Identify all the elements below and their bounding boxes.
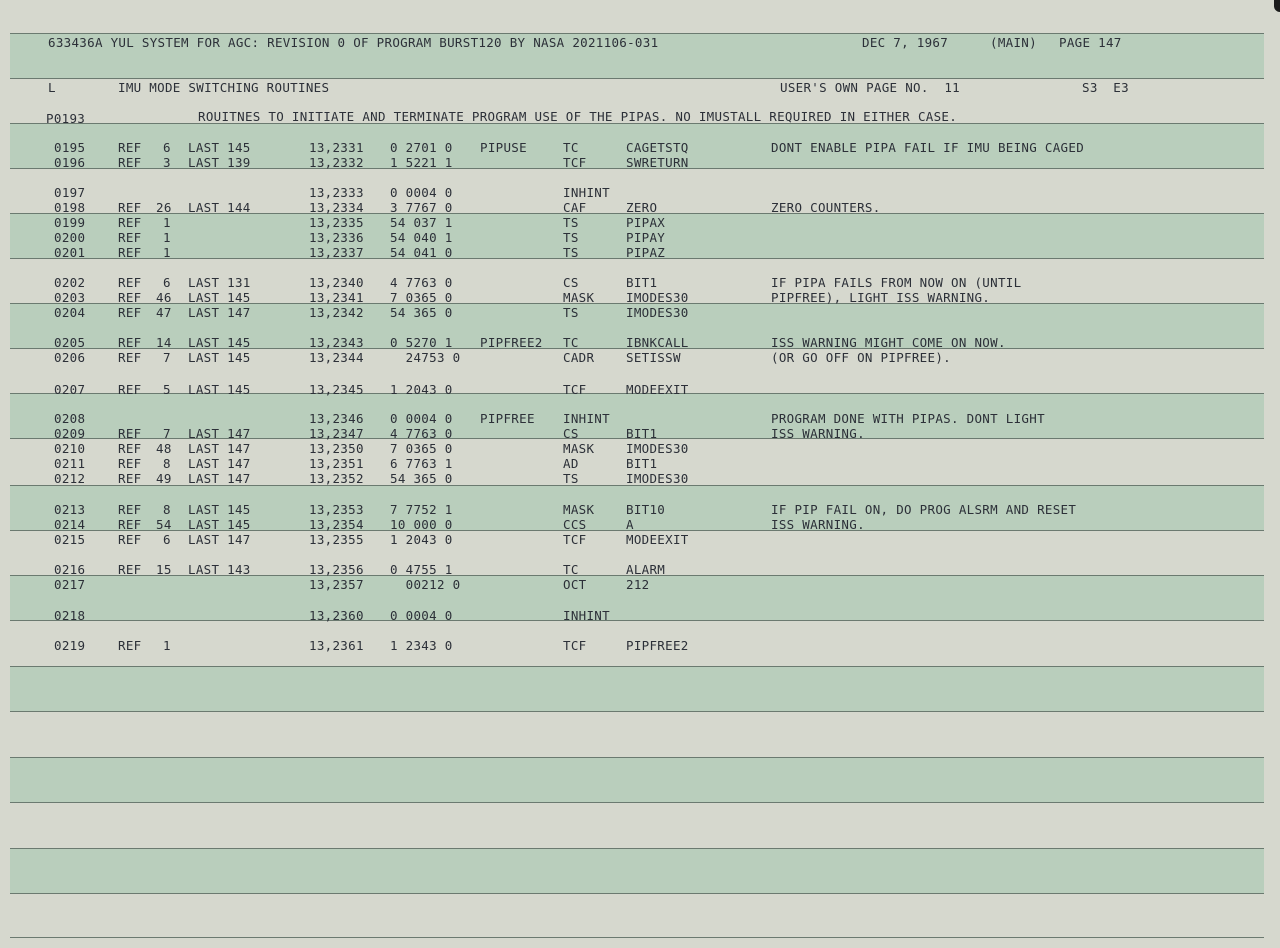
listing-operand: BIT1	[626, 426, 658, 441]
listing-line-number: 0213	[54, 502, 86, 517]
listing-comment: ISS WARNING MIGHT COME ON NOW.	[771, 335, 1006, 350]
listing-last-ref: LAST 145	[188, 517, 251, 532]
listing-operand: BIT1	[626, 456, 658, 471]
band-rule	[10, 711, 1264, 712]
listing-ref-marker: REF	[118, 638, 142, 653]
listing-ref-count: 54	[156, 517, 172, 532]
listing-line-number: 0210	[54, 441, 86, 456]
listing-opcode: TCF	[563, 638, 587, 653]
listing-ref-marker: REF	[118, 335, 142, 350]
listing-line-number: 0217	[54, 577, 86, 592]
listing-octal-word: 1 2043 0	[390, 382, 453, 397]
listing-last-ref: LAST 145	[188, 335, 251, 350]
listing-opcode: AD	[563, 456, 579, 471]
listing-operand: ZERO	[626, 200, 658, 215]
listing-ref-marker: REF	[118, 502, 142, 517]
listing-ref-count: 49	[156, 471, 172, 486]
listing-octal-word: 3 7767 0	[390, 200, 453, 215]
listing-octal-word: 6 7763 1	[390, 456, 453, 471]
listing-ref-marker: REF	[118, 155, 142, 170]
listing-opcode: MASK	[563, 502, 595, 517]
listing-ref-count: 5	[163, 382, 171, 397]
band-rule	[10, 802, 1264, 803]
listing-ref-count: 8	[163, 456, 171, 471]
listing-opcode: CCS	[563, 517, 587, 532]
listing-ref-marker: REF	[118, 290, 142, 305]
listing-address: 13,2342	[309, 305, 364, 320]
listing-opcode: CS	[563, 275, 579, 290]
page-ref-id: P0193	[46, 111, 86, 126]
listing-operand: 212	[626, 577, 650, 592]
listing-ref-marker: REF	[118, 441, 142, 456]
listing-operand: MODEEXIT	[626, 382, 689, 397]
listing-ref-marker: REF	[118, 215, 142, 230]
listing-ref-marker: REF	[118, 275, 142, 290]
listing-address: 13,2360	[309, 608, 364, 623]
listing-comment: IF PIPA FAILS FROM NOW ON (UNTIL	[771, 275, 1022, 290]
listing-line-number: 0207	[54, 382, 86, 397]
listing-comment: PIPFREE), LIGHT ISS WARNING.	[771, 290, 991, 305]
header-section: (MAIN)	[990, 35, 1037, 50]
listing-address: 13,2341	[309, 290, 364, 305]
listing-comment: ZERO COUNTERS.	[771, 200, 881, 215]
listing-ref-count: 48	[156, 441, 172, 456]
listing-address: 13,2351	[309, 456, 364, 471]
listing-operand: SETISSW	[626, 350, 681, 365]
listing-comment: IF PIP FAIL ON, DO PROG ALSRM AND RESET	[771, 502, 1077, 517]
listing-line-number: 0218	[54, 608, 86, 623]
listing-address: 13,2340	[309, 275, 364, 290]
listing-ref-marker: REF	[118, 562, 142, 577]
listing-ref-count: 7	[163, 350, 171, 365]
listing-ref-count: 14	[156, 335, 172, 350]
listing-line-number: 0204	[54, 305, 86, 320]
listing-symbol-label: PIPFREE	[480, 411, 535, 426]
listing-address: 13,2346	[309, 411, 364, 426]
listing-line-number: 0209	[54, 426, 86, 441]
listing-opcode: TCF	[563, 155, 587, 170]
listing-octal-word: 1 5221 1	[390, 155, 453, 170]
listing-last-ref: LAST 145	[188, 502, 251, 517]
listing-address: 13,2344	[309, 350, 364, 365]
listing-last-ref: LAST 145	[188, 290, 251, 305]
listing-symbol-label: PIPFREE2	[480, 335, 543, 350]
listing-ref-count: 6	[163, 140, 171, 155]
band-rule	[10, 848, 1264, 849]
listing-ref-count: 26	[156, 200, 172, 215]
listing-address: 13,2357	[309, 577, 364, 592]
subheader-user-page: USER'S OWN PAGE NO. 11	[780, 80, 960, 95]
listing-operand: PIPAY	[626, 230, 666, 245]
listing-opcode: INHINT	[563, 608, 610, 623]
band-rule	[10, 937, 1264, 938]
listing-line-number: 0203	[54, 290, 86, 305]
greenbar-band	[10, 757, 1264, 802]
listing-line-number: 0198	[54, 200, 86, 215]
listing-opcode: TS	[563, 230, 579, 245]
listing-ref-count: 1	[163, 245, 171, 260]
band-rule	[10, 757, 1264, 758]
listing-ref-marker: REF	[118, 230, 142, 245]
listing-opcode: TCF	[563, 382, 587, 397]
listing-opcode: TS	[563, 245, 579, 260]
listing-octal-word: 0 4755 1	[390, 562, 453, 577]
listing-line-number: 0205	[54, 335, 86, 350]
listing-operand: MODEEXIT	[626, 532, 689, 547]
listing-address: 13,2336	[309, 230, 364, 245]
listing-octal-word: 54 037 1	[390, 215, 453, 230]
listing-octal-word: 54 041 0	[390, 245, 453, 260]
listing-operand: IMODES30	[626, 471, 689, 486]
listing-line-number: 0208	[54, 411, 86, 426]
listing-ref-marker: REF	[118, 456, 142, 471]
listing-opcode: OCT	[563, 577, 587, 592]
listing-address: 13,2361	[309, 638, 364, 653]
listing-line-number: 0211	[54, 456, 86, 471]
listing-comment: DONT ENABLE PIPA FAIL IF IMU BEING CAGED	[771, 140, 1085, 155]
listing-line-number: 0196	[54, 155, 86, 170]
listing-ref-count: 15	[156, 562, 172, 577]
band-rule	[10, 620, 1264, 621]
listing-opcode: MASK	[563, 441, 595, 456]
listing-line-number: 0214	[54, 517, 86, 532]
listing-opcode: TS	[563, 305, 579, 320]
listing-ref-count: 6	[163, 532, 171, 547]
listing-ref-count: 1	[163, 230, 171, 245]
listing-opcode: TC	[563, 562, 579, 577]
listing-octal-word: 54 040 1	[390, 230, 453, 245]
listing-operand: PIPAZ	[626, 245, 666, 260]
listing-operand: BIT10	[626, 502, 666, 517]
listing-last-ref: LAST 145	[188, 382, 251, 397]
listing-last-ref: LAST 144	[188, 200, 251, 215]
listing-operand: IMODES30	[626, 290, 689, 305]
listing-address: 13,2343	[309, 335, 364, 350]
listing-octal-word: 54 365 0	[390, 471, 453, 486]
listing-address: 13,2355	[309, 532, 364, 547]
listing-ref-marker: REF	[118, 382, 142, 397]
listing-operand: PIPFREE2	[626, 638, 689, 653]
listing-address: 13,2347	[309, 426, 364, 441]
listing-ref-marker: REF	[118, 200, 142, 215]
listing-octal-word: 4 7763 0	[390, 426, 453, 441]
greenbar-band	[10, 666, 1264, 711]
listing-address: 13,2331	[309, 140, 364, 155]
listing-ref-count: 7	[163, 426, 171, 441]
listing-comment: PROGRAM DONE WITH PIPAS. DONT LIGHT	[771, 411, 1045, 426]
listing-address: 13,2335	[309, 215, 364, 230]
listing-address: 13,2354	[309, 517, 364, 532]
listing-ref-count: 46	[156, 290, 172, 305]
listing-line-number: 0215	[54, 532, 86, 547]
band-rule	[10, 666, 1264, 667]
listing-address: 13,2334	[309, 200, 364, 215]
listing-line-number: 0199	[54, 215, 86, 230]
subheader-routine: IMU MODE SWITCHING ROUTINES	[118, 80, 330, 95]
listing-line-number: 0202	[54, 275, 86, 290]
listing-opcode: TS	[563, 471, 579, 486]
listing-line-number: 0197	[54, 185, 86, 200]
listing-operand: IBNKCALL	[626, 335, 689, 350]
greenbar-band	[10, 848, 1264, 893]
listing-ref-count: 3	[163, 155, 171, 170]
listing-address: 13,2353	[309, 502, 364, 517]
listing-opcode: TS	[563, 215, 579, 230]
listing-operand: ALARM	[626, 562, 666, 577]
band-rule	[10, 33, 1264, 34]
listing-last-ref: LAST 143	[188, 562, 251, 577]
subheader-codes: S3 E3	[1082, 80, 1129, 95]
listing-line-number: 0216	[54, 562, 86, 577]
listing-operand: CAGETSTQ	[626, 140, 689, 155]
listing-address: 13,2350	[309, 441, 364, 456]
page-ref-title: ROUITNES TO INITIATE AND TERMINATE PROGRAM USE OF THE PIPAS. NO IMUSTALL REQUIRED IN EITHER CASE.	[198, 109, 958, 124]
listing-octal-word: 54 365 0	[390, 305, 453, 320]
listing-opcode: TCF	[563, 532, 587, 547]
listing-octal-word: 7 0365 0	[390, 290, 453, 305]
listing-operand: BIT1	[626, 275, 658, 290]
listing-octal-word: 24753 0	[390, 350, 461, 365]
listing-ref-marker: REF	[118, 350, 142, 365]
listing-ref-marker: REF	[118, 305, 142, 320]
listing-opcode: TC	[563, 335, 579, 350]
band-rule	[10, 893, 1264, 894]
listing-ref-count: 1	[163, 215, 171, 230]
listing-line-number: 0212	[54, 471, 86, 486]
listing-operand: SWRETURN	[626, 155, 689, 170]
listing-line-number: 0206	[54, 350, 86, 365]
listing-line-number: 0195	[54, 140, 86, 155]
listing-opcode: MASK	[563, 290, 595, 305]
listing-octal-word: 00212 0	[390, 577, 461, 592]
listing-operand: PIPAX	[626, 215, 666, 230]
listing-opcode: INHINT	[563, 411, 610, 426]
listing-octal-word: 1 2043 0	[390, 532, 453, 547]
listing-octal-word: 7 0365 0	[390, 441, 453, 456]
listing-operand: A	[626, 517, 634, 532]
listing-symbol-label: PIPUSE	[480, 140, 527, 155]
header-date: DEC 7, 1967	[862, 35, 949, 50]
listing-last-ref: LAST 139	[188, 155, 251, 170]
listing-last-ref: LAST 147	[188, 305, 251, 320]
listing-ref-marker: REF	[118, 140, 142, 155]
listing-line-number: 0201	[54, 245, 86, 260]
listing-octal-word: 0 0004 0	[390, 411, 453, 426]
listing-ref-marker: REF	[118, 426, 142, 441]
listing-comment: ISS WARNING.	[771, 517, 865, 532]
punch-mark	[1274, 0, 1280, 12]
listing-address: 13,2345	[309, 382, 364, 397]
listing-last-ref: LAST 131	[188, 275, 251, 290]
listing-octal-word: 7 7752 1	[390, 502, 453, 517]
listing-octal-word: 0 5270 1	[390, 335, 453, 350]
listing-last-ref: LAST 147	[188, 471, 251, 486]
header-title: 633436A YUL SYSTEM FOR AGC: REVISION 0 OF PROGRAM BURST120 BY NASA 2021106-031	[48, 35, 659, 50]
listing-last-ref: LAST 147	[188, 441, 251, 456]
listing-address: 13,2333	[309, 185, 364, 200]
listing-address: 13,2356	[309, 562, 364, 577]
listing-ref-count: 47	[156, 305, 172, 320]
listing-ref-count: 8	[163, 502, 171, 517]
listing-ref-marker: REF	[118, 471, 142, 486]
listing-octal-word: 10 000 0	[390, 517, 453, 532]
listing-last-ref: LAST 145	[188, 140, 251, 155]
listing-opcode: TC	[563, 140, 579, 155]
listing-line-number: 0200	[54, 230, 86, 245]
listing-address: 13,2337	[309, 245, 364, 260]
listing-comment: ISS WARNING.	[771, 426, 865, 441]
subheader-flag: L	[48, 80, 56, 95]
listing-ref-marker: REF	[118, 245, 142, 260]
listing-ref-count: 6	[163, 275, 171, 290]
listing-octal-word: 0 2701 0	[390, 140, 453, 155]
listing-operand: IMODES30	[626, 305, 689, 320]
listing-opcode: CAF	[563, 200, 587, 215]
listing-octal-word: 0 0004 0	[390, 185, 453, 200]
listing-last-ref: LAST 145	[188, 350, 251, 365]
listing-address: 13,2352	[309, 471, 364, 486]
header-page: PAGE 147	[1059, 35, 1122, 50]
listing-opcode: CADR	[563, 350, 595, 365]
listing-octal-word: 1 2343 0	[390, 638, 453, 653]
listing-comment: (OR GO OFF ON PIPFREE).	[771, 350, 951, 365]
band-rule	[10, 78, 1264, 79]
listing-operand: IMODES30	[626, 441, 689, 456]
listing-ref-marker: REF	[118, 517, 142, 532]
listing-ref-marker: REF	[118, 532, 142, 547]
listing-address: 13,2332	[309, 155, 364, 170]
listing-last-ref: LAST 147	[188, 532, 251, 547]
listing-opcode: CS	[563, 426, 579, 441]
listing-opcode: INHINT	[563, 185, 610, 200]
listing-octal-word: 0 0004 0	[390, 608, 453, 623]
listing-last-ref: LAST 147	[188, 426, 251, 441]
listing-line-number: 0219	[54, 638, 86, 653]
listing-ref-count: 1	[163, 638, 171, 653]
listing-last-ref: LAST 147	[188, 456, 251, 471]
listing-octal-word: 4 7763 0	[390, 275, 453, 290]
